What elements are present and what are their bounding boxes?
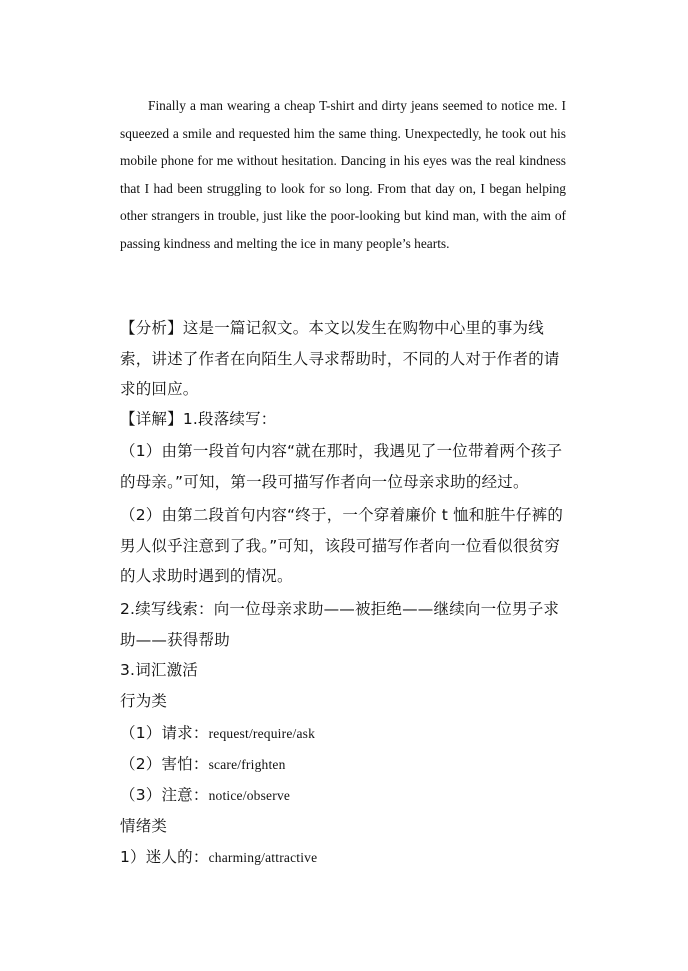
behavior-item-words: notice/observe xyxy=(208,788,291,803)
behavior-item-label: （2）害怕： xyxy=(120,755,209,773)
behavior-item-label: （1）请求： xyxy=(120,724,209,742)
point-2: （2）由第二段首句内容“终于，一个穿着廉价 t 恤和脏牛仔裤的男人似乎注意到了我。”可知，该段可描写作者向一位看似很贫穷的人求助时遇到的情况。 xyxy=(120,506,564,585)
point-1: （1）由第一段首句内容“就在那时，我遇见了一位带着两个孩子的母亲。”可知，第一段可描写作者向一位母亲求助的经过。 xyxy=(120,442,563,491)
behavior-heading: 行为类 xyxy=(120,692,168,710)
detail-label: 【详解】 xyxy=(120,410,183,428)
analysis-text: 这是一篇记叙文。本文以发生在购物中心里的事为线索，讲述了作者在向陌生人寻求帮助时，不同的人对于作者的请求的回应。 xyxy=(120,319,560,398)
behavior-item xyxy=(120,780,568,812)
emotion-item-label: 1）迷人的： xyxy=(120,848,209,866)
emotion-heading: 情绪类 xyxy=(120,817,168,835)
emotion-item-words: charming/attractive xyxy=(208,850,318,865)
vocab-heading: 3.词汇激活 xyxy=(120,661,198,679)
behavior-item xyxy=(120,749,568,781)
continuation-clue: 2.续写线索：向一位母亲求助——被拒绝——继续向一位男子求助——获得帮助 xyxy=(120,600,560,649)
analysis-paragraph xyxy=(120,313,568,405)
behavior-item-words: scare/frighten xyxy=(208,757,286,772)
behavior-item xyxy=(120,718,568,750)
detail-heading xyxy=(120,404,568,435)
analysis-label: 【分析】 xyxy=(120,319,183,337)
behavior-item-words: request/require/ask xyxy=(208,726,316,741)
emotion-item xyxy=(120,842,568,874)
behavior-item-label: （3）注意： xyxy=(120,786,209,804)
english-passage: Finally a man wearing a cheap T-shirt and dirty jeans seemed to notice me. I squeezed a smile and requested him the same thing. Unexpectedly, he took out his mobile phone for me without hesitation. Dancing in his eyes was the real kindness that I had been struggling to look for so long. From that day on, I began helping other strangers in trouble, just like the poor-looking but kind man, with the aim of passing kindness and melting the ice in many people’s hearts. xyxy=(120,98,566,251)
detail-subheading: 1.段落续写： xyxy=(182,410,277,428)
